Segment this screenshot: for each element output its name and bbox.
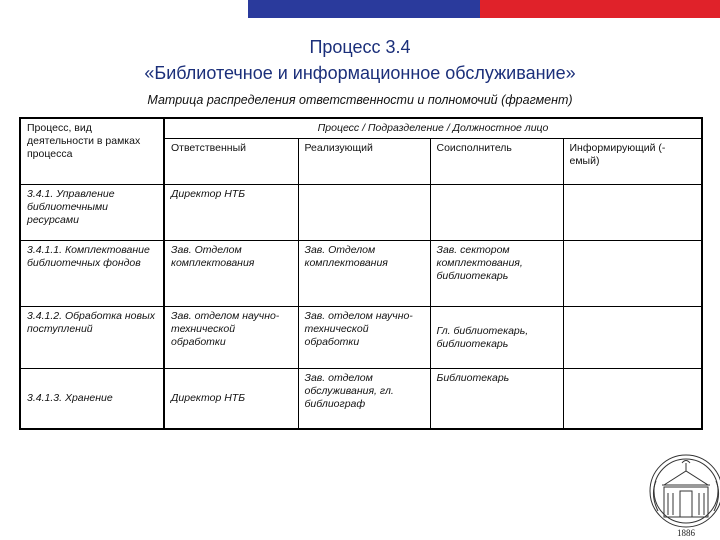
table-row <box>20 185 702 241</box>
university-emblem-logo <box>642 437 720 540</box>
row-process-label: 3.4.1. Управление библиотечными ресурсами <box>20 185 164 241</box>
page-title-line2: «Библиотечное и информационное обслуживание» <box>144 63 576 83</box>
row-process-label: 3.4.1.2. Обработка новых поступлений <box>20 307 164 369</box>
cell-coexecutor: Зав. сектором комплектования, библиотекарь <box>430 241 563 307</box>
cell-implementing: Зав. отделом научно-технической обработки <box>298 307 430 369</box>
cell-responsible: Зав. отделом научно-технической обработки <box>164 307 298 369</box>
cell-informing <box>563 307 702 369</box>
cell-responsible: Директор НТБ <box>164 369 298 429</box>
col-header-implementing: Реализующий <box>298 139 430 185</box>
decor-bar-red <box>480 0 720 18</box>
col-header-responsible: Ответственный <box>164 139 298 185</box>
col-header-group: Процесс / Подразделение / Должностное лицо <box>164 118 702 139</box>
decor-bar-blue <box>248 0 480 18</box>
page-title-line1: Процесс 3.4 <box>309 37 411 57</box>
col-header-process: Процесс, вид деятельности в рамках процесса <box>20 118 164 185</box>
cell-implementing: Зав. Отделом комплектования <box>298 241 430 307</box>
cell-responsible: Директор НТБ <box>164 185 298 241</box>
cell-coexecutor: Гл. библиотекарь, библиотекарь <box>430 307 563 369</box>
table-row <box>20 369 702 429</box>
cell-coexecutor <box>430 185 563 241</box>
cell-implementing: Зав. отделом обслуживания, гл. библиограф <box>298 369 430 429</box>
page-subtitle: Матрица распределения ответственности и полномочий (фрагмент) <box>147 93 573 107</box>
table-row <box>20 307 702 369</box>
row-process-label: 3.4.1.1. Комплектование библиотечных фондов <box>20 241 164 307</box>
cell-implementing <box>298 185 430 241</box>
cell-informing <box>563 185 702 241</box>
cell-informing <box>563 369 702 429</box>
row-process-label: 3.4.1.3. Хранение <box>20 369 164 429</box>
col-header-informing: Информирующий (-емый) <box>563 139 702 185</box>
cell-coexecutor: Библиотекарь <box>430 369 563 429</box>
emblem-year: 1886 <box>677 528 695 538</box>
col-header-coexecutor: Соисполнитель <box>430 139 563 185</box>
cell-informing <box>563 241 702 307</box>
responsibility-matrix <box>19 117 703 430</box>
cell-responsible: Зав. Отделом комплектования <box>164 241 298 307</box>
table-row <box>20 241 702 307</box>
